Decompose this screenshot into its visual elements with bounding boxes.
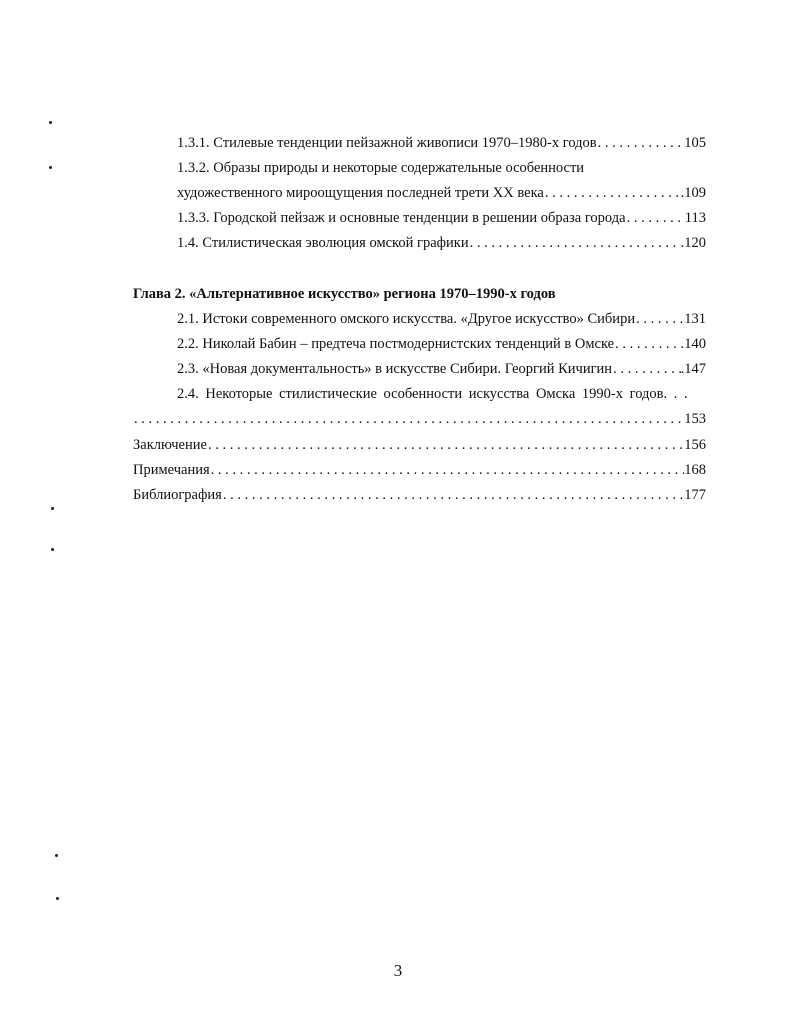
dot-leader <box>210 461 685 479</box>
scan-speck <box>56 897 59 900</box>
toc-entry-title: 1.3.1. Стилевые тенденции пейзажной живописи 1970–1980-х годов <box>177 135 597 151</box>
dot-leader <box>469 234 681 252</box>
toc-entry-title: Заключение <box>133 437 207 453</box>
chapter-2-heading-text: Глава 2. «Альтернативное искусство» региона 1970–1990-х годов <box>133 286 556 302</box>
toc-entry-page: .109 <box>680 185 706 201</box>
dot-leader <box>612 360 681 378</box>
toc-entry-page: 113 <box>684 210 706 226</box>
toc-entry-1-3-3[interactable] <box>177 209 706 227</box>
toc-entry-1-3-2-line1[interactable] <box>177 159 706 177</box>
toc-entry-2-1[interactable] <box>177 310 706 328</box>
toc-entry-bibliography[interactable] <box>133 486 706 504</box>
toc-entry-title: 1.3.3. Городской пейзаж и основные тенденции в решении образа города <box>177 210 626 226</box>
toc-entry-title: художественного мироощущения последней трети XX века <box>177 185 544 201</box>
toc-entry-2-4[interactable] <box>133 410 706 428</box>
toc-entry-title-line1: 1.3.2. Образы природы и некоторые содержательные особенности <box>177 160 585 176</box>
toc-entry-page: 153 <box>684 411 706 427</box>
scan-speck <box>51 548 54 551</box>
dot-leader <box>635 310 684 328</box>
dot-leader <box>133 410 684 428</box>
scan-speck <box>49 121 52 124</box>
chapter-2-heading[interactable] <box>133 285 706 303</box>
toc-entry-2-4-line1[interactable] <box>177 385 706 403</box>
toc-entry-2-3[interactable] <box>177 360 706 378</box>
toc-entry-title: 2.1. Истоки современного омского искусства. «Другое искусство» Сибири <box>177 311 636 327</box>
toc-entry-notes[interactable] <box>133 461 706 479</box>
toc-entry-1-3-1[interactable] <box>177 134 706 152</box>
toc-entry-2-2[interactable] <box>177 335 706 353</box>
toc-entry-page: 177 <box>684 487 706 503</box>
scan-speck <box>55 854 58 857</box>
toc-entry-page: .120 <box>680 235 706 251</box>
toc-entry-1-3-2[interactable] <box>177 184 706 202</box>
toc-entry-title: 1.4. Стилистическая эволюция омской графики <box>177 235 469 251</box>
dot-leader <box>544 184 681 202</box>
toc-entry-title-line1: 2.4. Некоторые стилистические особенности искусства Омска 1990-х годов. . . <box>177 386 688 402</box>
toc-entry-title: 2.2. Николай Бабин – предтеча постмодернистских тенденций в Омске <box>177 336 615 352</box>
dot-leader <box>207 436 684 454</box>
toc-entry-page: .147 <box>680 361 706 377</box>
dot-leader <box>597 134 685 152</box>
toc-entry-page: 156 <box>684 437 706 453</box>
toc-entry-page: 131 <box>684 311 706 327</box>
toc-entry-title: Примечания <box>133 462 210 478</box>
dot-leader <box>222 486 684 504</box>
scan-speck <box>49 166 52 169</box>
toc-entry-page: 140 <box>684 336 706 352</box>
dot-leader <box>614 335 684 353</box>
toc-entry-conclusion[interactable] <box>133 436 706 454</box>
toc-entry-title: Библиография <box>133 487 222 503</box>
toc-entry-1-4[interactable] <box>177 234 706 252</box>
dot-leader <box>626 209 685 227</box>
toc-entry-page: 105 <box>684 135 706 151</box>
toc-entry-title: 2.3. «Новая документальность» в искусстве Сибири. Георгий Кичигин <box>177 361 613 377</box>
page-number: 3 <box>393 961 403 980</box>
scan-speck <box>51 507 54 510</box>
toc-entry-page: 168 <box>684 462 706 478</box>
